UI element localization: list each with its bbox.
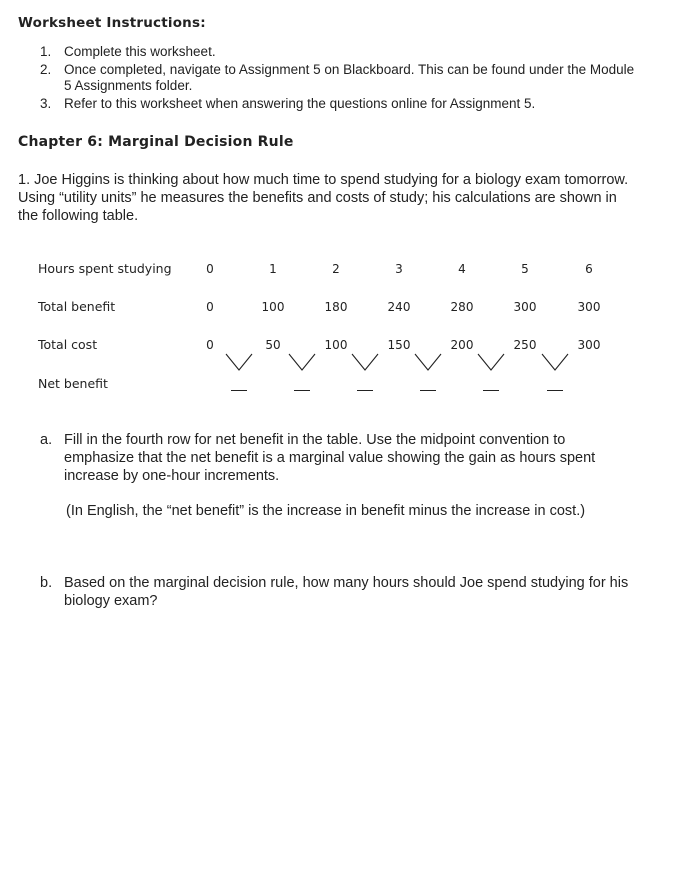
midpoint-markers [0, 0, 679, 400]
problem-text: 1. Joe Higgins is thinking about how much time to spend studying for a biology exam tomorrow. Using “utility units” he measures the benefits and costs of study; his calculations are shown in the following table. [18, 172, 629, 224]
chapter-heading: Chapter 6: Marginal Decision Rule [18, 134, 294, 150]
table-cell: 0 [206, 300, 214, 314]
question-b [40, 574, 630, 610]
table-cell: 2 [332, 262, 340, 276]
table-cell: 250 [513, 338, 537, 352]
table-cell: 0 [206, 338, 214, 352]
instruction-number: 2. [40, 62, 52, 77]
table-cell: 300 [577, 300, 601, 314]
table-cell: 300 [513, 300, 537, 314]
instruction-number: 3. [40, 96, 52, 111]
table-cell: 5 [521, 262, 529, 276]
question-letter: b. [40, 575, 53, 591]
row-label-hours: Hours spent studying [38, 261, 172, 276]
table-cell: 280 [450, 300, 474, 314]
midpoint-marker [478, 354, 504, 370]
instruction-number: 1. [40, 44, 52, 59]
midpoint-marker [352, 354, 378, 370]
question-text: Based on the marginal decision rule, how many hours should Joe spend studying for his biology exam? [64, 575, 629, 609]
row-label-total-cost: Total cost [38, 337, 98, 352]
table-cell: 50 [265, 338, 281, 352]
table-cell: 100 [324, 338, 348, 352]
table-cell: 240 [387, 300, 411, 314]
table-cell: 4 [458, 262, 466, 276]
midpoint-marker [415, 354, 441, 370]
question-text: Fill in the fourth row for net benefit in the table. Use the midpoint convention to emphasize that the net benefit is a marginal value showing the gain as hours spent increase by one-hour increments. [64, 432, 596, 484]
instruction-text: Complete this worksheet. [64, 44, 216, 59]
table-cell: 0 [206, 262, 214, 276]
table-cell: 150 [387, 338, 411, 352]
instruction-text: Refer to this worksheet when answering the questions online for Assignment 5. [64, 96, 536, 111]
row-label-net-benefit: Net benefit [38, 376, 108, 391]
midpoint-marker [289, 354, 315, 370]
table-cell: 200 [450, 338, 474, 352]
midpoint-marker [542, 354, 568, 370]
instructions-heading: Worksheet Instructions: [18, 15, 206, 31]
net-benefit-note: (In English, the “net benefit” is the increase in benefit minus the increase in cost.) [66, 503, 586, 519]
question-a [40, 431, 630, 485]
table-cell: 6 [585, 262, 593, 276]
table-cell: 180 [324, 300, 348, 314]
table-cell: 100 [261, 300, 285, 314]
row-label-total-benefit: Total benefit [38, 299, 116, 314]
instruction-text: Once completed, navigate to Assignment 5 on Blackboard. This can be found under the Module 5 Assignments folder. [64, 62, 635, 93]
table-cell: 300 [577, 338, 601, 352]
midpoint-marker [226, 354, 252, 370]
table-cell: 1 [269, 262, 277, 276]
table-cell: 3 [395, 262, 403, 276]
question-letter: a. [40, 432, 53, 448]
